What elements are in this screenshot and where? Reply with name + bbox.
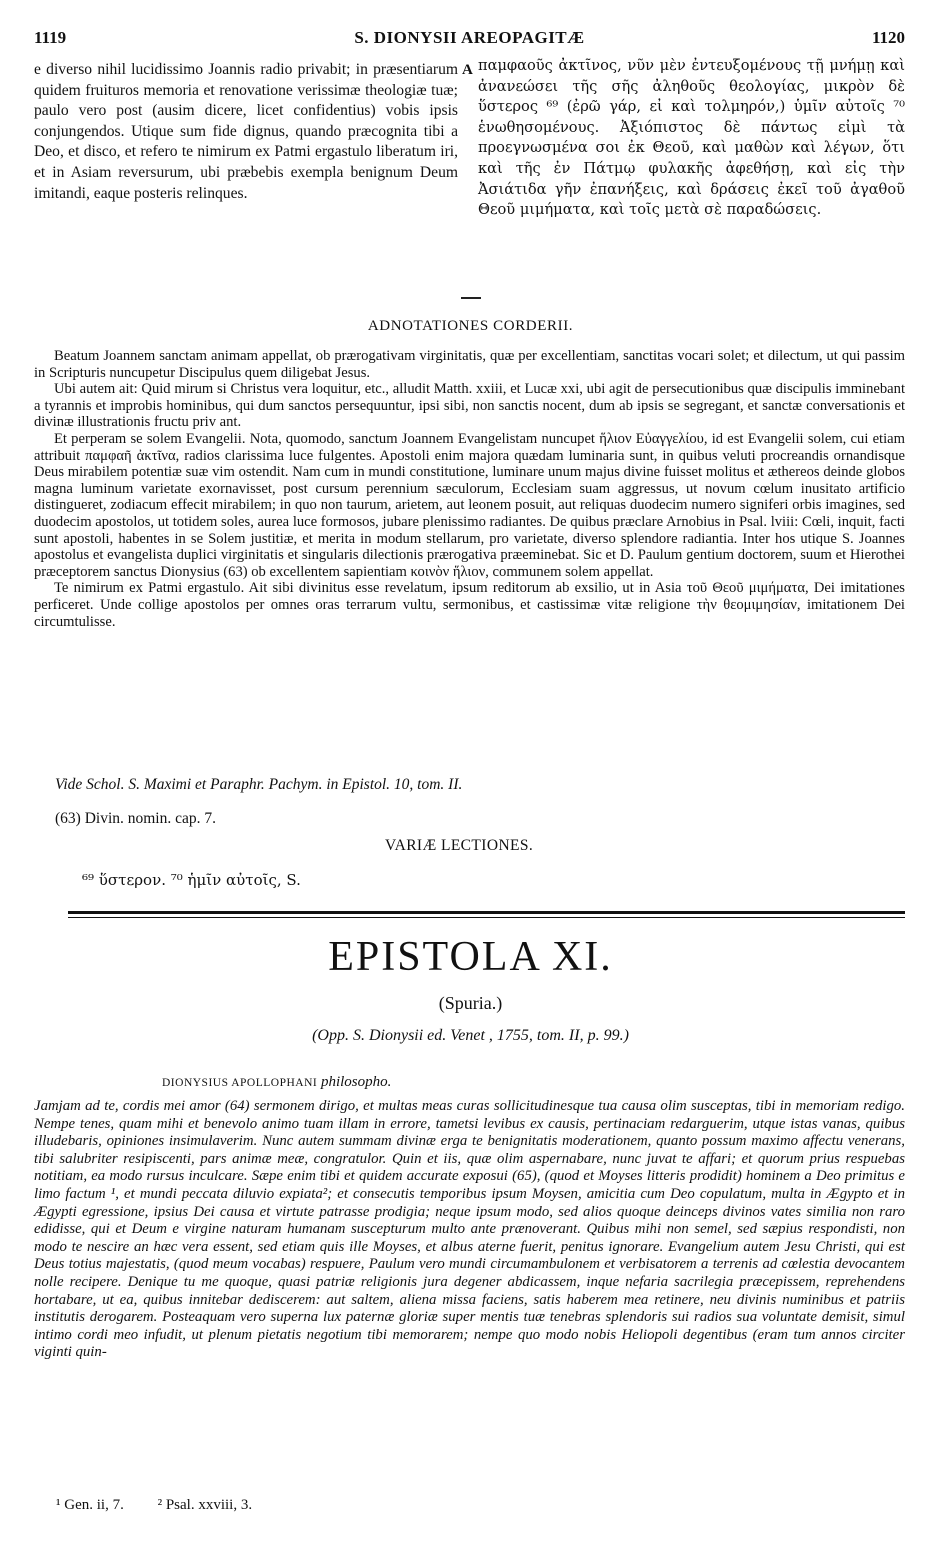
annotation-paragraph: Et perperam se solem Evangelii. Nota, quomodo, sanctum Joannem Evangelistam nuncupet ἥλιον Εὐαγγελίου, id est Evangelii solem, cui etiam attribuit παμφαῆ ἀκτῖνα, radios clarissima luce fulgentes. Apostoli enim majora quædam luminaria sunt, in quibus veluti procreandis ornandisque Deus mirabilem potentiæ suæ vim ostendit. Nam cum in mundi constitutione, luminare unum majus divine fuisset molitus et æthereos deinde globos magna luminum varietate exornavisset, post cursum perennium sæculorum, Ecclesiam suam aggressus, ut novum cœlum inusitato artificio distingueret, zodiacum effecit mirabilem; in quo non taurum, arietem, aut leonem posuit, aut reliquas duodecim numero signiferi orbis imagines, sed duodecim apostolos, ut totidem soles, aurea luce formosos, jubare plenissimo radiantes. De quibus præclare Arnobius in Psal. lviii: Cœli, inquit, facti sunt apostoli, habentes in se Solem justitiæ, et merita in modum stellarum, pro varietate, diverso splendore radiantia. Inter hos utique S. Joannes apostolus et evangelista duplici virginitatis et singularis dilectionis prærogativa præeminebat. Sic et D. Paulum gentium doctorem, suum et Hierothei præceptorem sanctus Dionysius (63) ob excellentem sapientiam κοινὸν ἥλιον, communem solem appellat. bbox=[34, 430, 905, 580]
latin-text: e diverso nihil lucidissimo Joannis radio privabit; in præsentiarum quidem fruituros memoria et renovatione verissimæ theologiæ tuæ; paulo vero post (ausim dicere, licet confidentius) vobis ipsis conjungendos. Utique sum fide dignus, quando præcognita tibi a Deo, et disco, et refero te nimirum ex Patmi ergastulo liberatum iri, et in Asiam reversurum, ubi præbebis exempla benignum Deum imitandi, eaque posteris relinques. bbox=[34, 61, 458, 202]
greek-column bbox=[478, 56, 905, 221]
annotation-paragraph: Te nimirum ex Patmi ergastulo. Ait sibi divinitus esse revelatum, ipsum reditorum ab exsilio, ut in Asia τοῦ Θεοῦ μιμήματα, Dei imitationes perficeret. Unde collige apostolos per omnes oras terrarum vultu, sermonibus, et castissimæ vitæ religione τὴν θεομιμησίαν, imitationem Dei circumtulisse. bbox=[34, 580, 905, 630]
annotation-paragraph: Ubi autem ait: Quid mirum si Christus vera loquitur, etc., alludit Matth. xxiii, et Lucæ xxi, ubi agit de persecutionibus quæ discipulis imminebant a tyrannis et improbis hominibus, qui dum sanctos persequuntur, ipsi sibi, non sanctis nocent, dum ab ipsis se segregant, et sanctæ conversationis et divinæ illustrationis fructu priv ant. bbox=[34, 381, 905, 431]
addressee-name: DIONYSIUS APOLLOPHANI bbox=[162, 1077, 318, 1089]
epistola-title: EPISTOLA XI. bbox=[328, 934, 613, 980]
epistola-text: Jamjam ad te, cordis mei amor (64) sermonem dirigo, et multas meas curas sollicitudinesque tua causa olim susceptas, tibi in memoriam redigo. Nempe tenes, quam mihi et benevolo animo tuam illam in errore, tametsi levibus ex causis, pertinaciam redarguerim, utque istas vanas, quibus illudebaris, opiniones insimulaverim. Nunc autem summam divinæ erga te benignitatis moderationem, quanto possum maximo affectu venerans, tibi salubriter resipiscenti, pars animæ meæ, congratulor. Quin et iis, quæ olim aspernabare, nunc juvat te affari; et quorum prius respuebas notitiam, ea modo rursus inculcare. Sæpe enim tibi et quidem accurate exposui (65), (quod et Moyses litteris prodidit) hominem a Deo primitus e limo factum ¹, et mundi peccata diluvio expiata²; et consecutis temporibus ipsum Moysen, amicitia cum Deo copulatum, multa in Ægypto et in Ægypti egressione, ipsius Dei causa et virtute patrasse prodigia; neque ipsum modo, sed alios quoque deinceps divinos vates similia non raro edidisse, qui et Deum e virgine naturam humanam suscepturum multo ante prænoverant. Quibus mihi non semel, sed sæpius respondisti, non modo te nescire an hæc vera essent, sed etiam quis ille Moyses, et albus aterne fuerit, penitus ignorare. Evangelium autem Jesu Christi, qui est Deus totius majestatis, (quod meum vocabas) respuere, Paulum vero mundi circumambulonem et verbisatorem a terrenis ad cœlestia devocantem nolle recipere. Denique tu me quoque, quasi patriæ religionis jura degener abdicassem, inque nefaria sacrilegia præcepissem, reprehendens hortabare, ut ea, quibus innitebar dediscerem: aut saltem, aliena missa faciens, satis haberem mea retinere, neu divinis numinibus et patriis institutis derogarem. Posteaquam vero superna lux paternæ gloriæ super mentis tuæ tenebras splendoris sui radios sua voluntate demisit, simul intimo cordi meo infudit, ut plenum pietatis negotium tibi memorarem; nempe quo modo nobis Heliopoli degentibus (eram tum annos circiter viginti quin- bbox=[34, 1098, 905, 1361]
addressee-title: philosopho. bbox=[320, 1074, 392, 1090]
annotation-paragraph: Beatum Joannem sanctam animam appellat, ob prærogativam virginitatis, quæ per excellentiam, sanctitas vocari solet; et dilectum, ut qui passim in Scripturis nuncupetur Discipulus quem diligebat Jesus. bbox=[34, 348, 905, 381]
annotations-heading: ADNOTATIONES CORDERII. bbox=[367, 318, 574, 334]
addressee-line bbox=[162, 1074, 391, 1091]
annotations-block bbox=[34, 348, 905, 630]
footnote-gen: ¹ Gen. ii, 7. bbox=[56, 1497, 124, 1513]
column-marker: A bbox=[462, 62, 473, 78]
vide-reference: Vide Schol. S. Maximi et Paraphr. Pachym. in Epistol. 10, tom. II. bbox=[55, 776, 463, 793]
spuria-label: (Spuria.) bbox=[438, 993, 503, 1013]
left-column-number: 1119 bbox=[34, 28, 67, 47]
greek-text: παμφαοῦς ἀκτῖνος, νῦν μὲν ἐντευξομένους τῇ μνήμῃ καὶ ἀνανεώσει τῆς σῆς ἀληθοῦς θεολογίας, μικρὸν δὲ ὕστερος ⁶⁹ (ἐρῶ γάρ, εἰ καὶ τολμηρόν,) ὑμῖν αὐτοῖς ⁷⁰ ἑνωθησομένους. Ἀξιόπιστος δὲ πάντως εἰμὶ τὰ προεγνωσμένα σοι ἐκ Θεοῦ, καὶ μαθὼν καὶ λέγων, ὅτι καὶ τῆς ἐν Πάτμῳ φυλακῆς ἀφεθήσῃ, καὶ εἰς τὴν Ἀσιάτιδα γῆν ἐπανήξεις, καὶ δράσεις ἐκεῖ τοῦ ἀγαθοῦ Θεοῦ μιμήματα, καὶ τοῖς μετὰ σὲ παραδώσεις. bbox=[478, 57, 905, 219]
page-footnotes bbox=[56, 1497, 282, 1514]
right-column-number: 1120 bbox=[871, 28, 905, 47]
section-dash bbox=[461, 297, 481, 299]
variae-lectiones-heading: VARIÆ LECTIONES. bbox=[385, 837, 534, 854]
section-rule-thick bbox=[68, 911, 905, 914]
edition-reference: (Opp. S. Dionysii ed. Venet , 1755, tom. II, p. 99.) bbox=[312, 1027, 629, 1044]
running-title: S. DIONYSII AREOPAGITÆ bbox=[354, 28, 585, 47]
latin-column bbox=[34, 60, 458, 204]
variae-lectiones-items: ⁶⁹ ὕστερον. ⁷⁰ ἡμῖν αὐτοῖς, S. bbox=[82, 871, 301, 889]
epistola-body bbox=[34, 1098, 905, 1362]
footnote-psal: ² Psal. xxviii, 3. bbox=[157, 1497, 253, 1513]
page-header bbox=[34, 28, 905, 50]
section-rule-thin bbox=[68, 917, 905, 918]
footnote-63: (63) Divin. nomin. cap. 7. bbox=[55, 810, 217, 827]
